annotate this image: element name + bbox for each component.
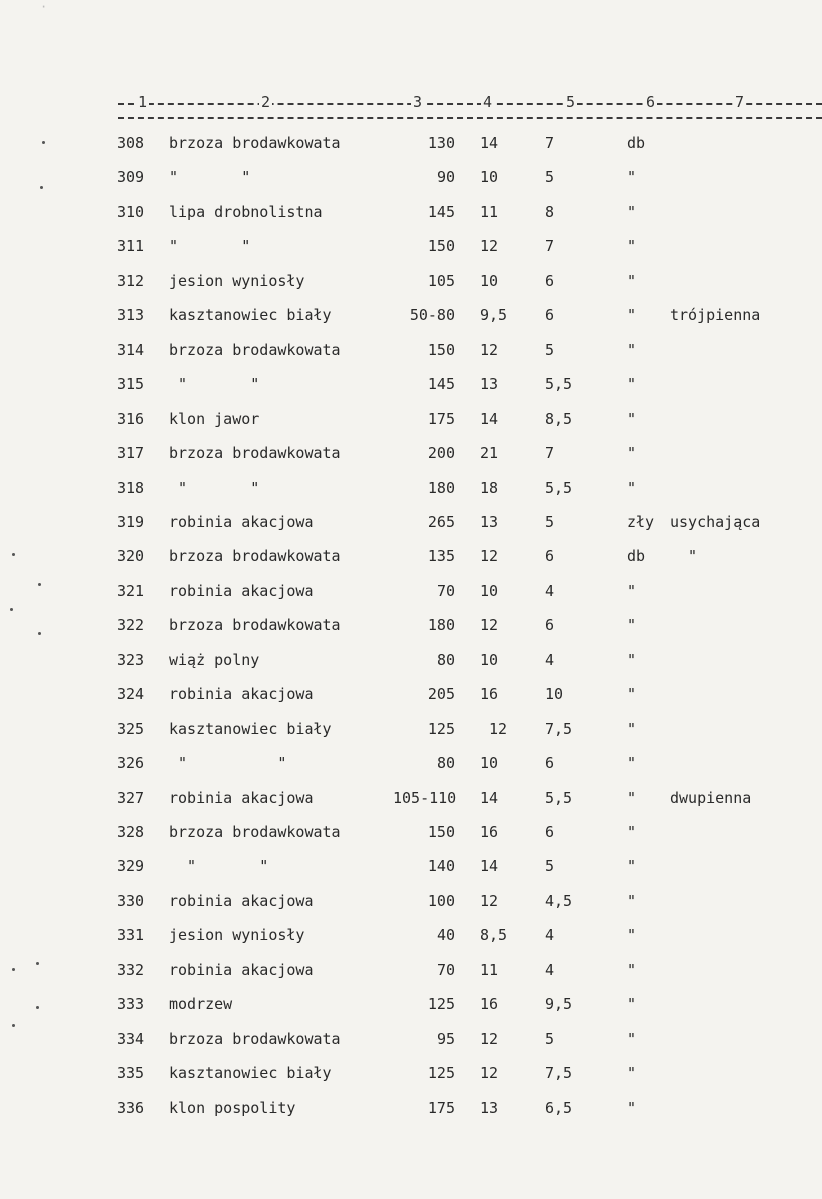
remarks-cell: usychająca (670, 512, 761, 531)
condition-cell: " (627, 478, 637, 497)
height-cell: 16 (480, 823, 499, 841)
header-rule-bottom (118, 117, 822, 119)
table-row (0, 160, 822, 194)
row-number-cell: 320 (117, 547, 145, 566)
circumference-cell: 145 (427, 202, 455, 221)
circumference-cell: 125 (427, 995, 455, 1014)
margin-dot (12, 553, 15, 556)
crown-diameter-cell: 7,5 (545, 1064, 573, 1083)
circumference-cell: 90 (436, 168, 455, 187)
circumference-cell: 200 (427, 444, 455, 463)
crown-diameter-cell: 6 (545, 616, 555, 635)
species-name-cell: klon pospolity (169, 1098, 296, 1117)
circumference-cell: 150 (427, 823, 455, 841)
column-header-5: 5 (566, 93, 576, 111)
circumference-cell: 70 (436, 581, 455, 600)
table-row (0, 402, 822, 436)
crown-diameter-cell: 5 (545, 512, 555, 531)
condition-cell: " (627, 1098, 637, 1117)
species-name-cell: brzoza brodawkowata (169, 134, 341, 152)
crown-diameter-cell: 8,5 (545, 409, 573, 428)
table-row (0, 884, 822, 918)
column-header-1: 1 (138, 93, 148, 111)
species-name-cell: " " (169, 857, 269, 876)
margin-dot (40, 186, 43, 189)
height-cell: 11 (480, 202, 499, 221)
condition-cell: " (627, 788, 637, 807)
condition-cell: " (627, 616, 637, 635)
row-number-cell: 327 (117, 788, 145, 807)
circumference-cell: 80 (436, 754, 455, 773)
species-name-cell: brzoza brodawkowata (169, 823, 341, 841)
crown-diameter-cell: 6 (545, 547, 555, 566)
table-row (0, 298, 822, 332)
condition-cell: " (627, 650, 637, 669)
height-cell: 10 (480, 754, 499, 773)
scan-mark: · (40, 0, 48, 14)
height-cell: 12 (480, 1029, 499, 1048)
height-cell: 14 (480, 857, 499, 876)
table-row (0, 574, 822, 608)
column-header-3: 3 (413, 93, 423, 111)
row-number-cell: 315 (117, 375, 145, 394)
column-header-6: 6 (646, 93, 656, 111)
condition-cell: " (627, 168, 637, 187)
table-row (0, 505, 822, 539)
margin-dot (38, 632, 41, 635)
height-cell: 12 (480, 340, 499, 359)
height-cell: 14 (480, 134, 499, 152)
table-row (0, 1022, 822, 1056)
row-number-cell: 319 (117, 512, 145, 531)
species-name-cell: jesion wyniosły (169, 271, 305, 290)
condition-cell: " (627, 823, 637, 841)
height-cell: 12 (480, 237, 499, 256)
row-number-cell: 325 (117, 719, 145, 738)
circumference-cell: 135 (427, 547, 455, 566)
condition-cell: " (627, 685, 637, 704)
condition-cell: " (627, 857, 637, 876)
table-row (0, 677, 822, 711)
crown-diameter-cell: 5 (545, 857, 555, 876)
remarks-cell: " (670, 547, 698, 566)
row-number-cell: 323 (117, 650, 145, 669)
condition-cell: " (627, 340, 637, 359)
table-row (0, 712, 822, 746)
circumference-cell: 175 (427, 409, 455, 428)
crown-diameter-cell: 7 (545, 237, 555, 256)
table-row (0, 781, 822, 815)
circumference-cell: 180 (427, 478, 455, 497)
height-cell: 10 (480, 168, 499, 187)
condition-cell: db (627, 134, 646, 152)
crown-diameter-cell: 5 (545, 1029, 555, 1048)
condition-cell: " (627, 409, 637, 428)
margin-dot (36, 962, 39, 965)
height-cell: 14 (480, 788, 499, 807)
table-row (0, 1091, 822, 1125)
row-number-cell: 313 (117, 306, 145, 325)
species-name-cell: " " (169, 375, 260, 394)
table-row (0, 539, 822, 573)
header-rule-top (118, 103, 822, 105)
row-number-cell: 314 (117, 340, 145, 359)
table-row (0, 264, 822, 298)
margin-dot (36, 1006, 39, 1009)
height-cell: 13 (480, 375, 499, 394)
circumference-cell: 105-110 (393, 788, 457, 807)
table-row (0, 815, 822, 849)
crown-diameter-cell: 6 (545, 271, 555, 290)
table-row (0, 643, 822, 677)
crown-diameter-cell: 4 (545, 960, 555, 979)
species-name-cell: " " (169, 168, 251, 187)
row-number-cell: 308 (117, 134, 145, 152)
circumference-cell: 150 (427, 237, 455, 256)
height-cell: 12 (480, 616, 499, 635)
condition-cell: " (627, 719, 637, 738)
circumference-cell: 105 (427, 271, 455, 290)
row-number-cell: 321 (117, 581, 145, 600)
row-number-cell: 322 (117, 616, 145, 635)
row-number-cell: 334 (117, 1029, 145, 1048)
table-row (0, 953, 822, 987)
height-cell: 21 (480, 444, 499, 463)
circumference-cell: 50-80 (409, 306, 455, 325)
height-cell: 8,5 (480, 926, 508, 945)
species-name-cell: kasztanowiec biały (169, 306, 332, 325)
species-name-cell: brzoza brodawkowata (169, 1029, 341, 1048)
row-number-cell: 310 (117, 202, 145, 221)
species-name-cell: jesion wyniosły (169, 926, 305, 945)
circumference-cell: 150 (427, 340, 455, 359)
row-number-cell: 312 (117, 271, 145, 290)
column-header-4: 4 (483, 93, 493, 111)
circumference-cell: 80 (436, 650, 455, 669)
table-row (0, 471, 822, 505)
row-number-cell: 331 (117, 926, 145, 945)
species-name-cell: robinia akacjowa (169, 960, 314, 979)
condition-cell: " (627, 926, 637, 945)
crown-diameter-cell: 9,5 (545, 995, 573, 1014)
height-cell: 10 (480, 271, 499, 290)
crown-diameter-cell: 5,5 (545, 375, 573, 394)
species-name-cell: robinia akacjowa (169, 788, 314, 807)
condition-cell: " (627, 581, 637, 600)
species-name-cell: " " (169, 237, 251, 256)
species-name-cell: robinia akacjowa (169, 581, 314, 600)
crown-diameter-cell: 4 (545, 650, 555, 669)
table-row (0, 1056, 822, 1090)
margin-dot (42, 141, 45, 144)
species-name-cell: robinia akacjowa (169, 685, 314, 704)
row-number-cell: 318 (117, 478, 145, 497)
crown-diameter-cell: 5 (545, 340, 555, 359)
crown-diameter-cell: 6 (545, 754, 555, 773)
row-number-cell: 311 (117, 237, 145, 256)
crown-diameter-cell: 10 (545, 685, 564, 704)
condition-cell: " (627, 995, 637, 1014)
crown-diameter-cell: 7 (545, 444, 555, 463)
crown-diameter-cell: 7,5 (545, 719, 573, 738)
table-row (0, 436, 822, 470)
height-cell: 9,5 (480, 306, 508, 325)
species-name-cell: robinia akacjowa (169, 891, 314, 910)
condition-cell: " (627, 891, 637, 910)
crown-diameter-cell: 8 (545, 202, 555, 221)
height-cell: 14 (480, 409, 499, 428)
condition-cell: " (627, 306, 637, 325)
species-name-cell: kasztanowiec biały (169, 1064, 332, 1083)
species-name-cell: modrzew (169, 995, 233, 1014)
table-row (0, 987, 822, 1021)
circumference-cell: 100 (427, 891, 455, 910)
row-number-cell: 336 (117, 1098, 145, 1117)
row-number-cell: 335 (117, 1064, 145, 1083)
table-row (0, 333, 822, 367)
crown-diameter-cell: 4 (545, 926, 555, 945)
circumference-cell: 70 (436, 960, 455, 979)
row-number-cell: 317 (117, 444, 145, 463)
height-cell: 16 (480, 685, 499, 704)
height-cell: 16 (480, 995, 499, 1014)
height-cell: 13 (480, 1098, 499, 1117)
row-number-cell: 330 (117, 891, 145, 910)
table-row (0, 918, 822, 952)
remarks-cell: trójpienna (670, 306, 761, 325)
table-row (0, 608, 822, 642)
height-cell: 13 (480, 512, 499, 531)
crown-diameter-cell: 4 (545, 581, 555, 600)
circumference-cell: 130 (427, 134, 455, 152)
species-name-cell: brzoza brodawkowata (169, 340, 341, 359)
condition-cell: " (627, 960, 637, 979)
species-name-cell: " " (169, 754, 287, 773)
condition-cell: " (627, 444, 637, 463)
crown-diameter-cell: 4,5 (545, 891, 573, 910)
table-row (0, 746, 822, 780)
condition-cell: " (627, 375, 637, 394)
species-name-cell: wiąż polny (169, 650, 260, 669)
circumference-cell: 125 (427, 719, 455, 738)
margin-dot (12, 1024, 15, 1027)
table-row (0, 126, 822, 160)
species-name-cell: brzoza brodawkowata (169, 616, 341, 635)
circumference-cell: 125 (427, 1064, 455, 1083)
species-name-cell: " " (169, 478, 260, 497)
row-number-cell: 316 (117, 409, 145, 428)
margin-dot (12, 968, 15, 971)
crown-diameter-cell: 5 (545, 168, 555, 187)
height-cell: 12 (480, 547, 499, 566)
row-number-cell: 328 (117, 823, 145, 841)
remarks-cell: dwupienna (670, 788, 752, 807)
height-cell: 10 (480, 650, 499, 669)
circumference-cell: 205 (427, 685, 455, 704)
table-row (0, 195, 822, 229)
crown-diameter-cell: 5,5 (545, 478, 573, 497)
row-number-cell: 333 (117, 995, 145, 1014)
height-cell: 12 (480, 1064, 499, 1083)
species-name-cell: brzoza brodawkowata (169, 444, 341, 463)
crown-diameter-cell: 6 (545, 306, 555, 325)
circumference-cell: 175 (427, 1098, 455, 1117)
table-row (0, 849, 822, 883)
condition-cell: " (627, 202, 637, 221)
height-cell: 18 (480, 478, 499, 497)
species-name-cell: klon jawor (169, 409, 260, 428)
margin-dot (10, 608, 13, 611)
circumference-cell: 40 (436, 926, 455, 945)
row-number-cell: 329 (117, 857, 145, 876)
margin-dot (38, 583, 41, 586)
condition-cell: db (627, 547, 646, 566)
species-name-cell: kasztanowiec biały (169, 719, 332, 738)
column-header-2: 2 (261, 93, 271, 111)
row-number-cell: 324 (117, 685, 145, 704)
table-row (0, 367, 822, 401)
circumference-cell: 180 (427, 616, 455, 635)
condition-cell: " (627, 1064, 637, 1083)
crown-diameter-cell: 6 (545, 823, 555, 841)
table-row (0, 229, 822, 263)
circumference-cell: 265 (427, 512, 455, 531)
column-header-7: 7 (735, 93, 745, 111)
row-number-cell: 309 (117, 168, 145, 187)
condition-cell: " (627, 754, 637, 773)
condition-cell: " (627, 237, 637, 256)
crown-diameter-cell: 5,5 (545, 788, 573, 807)
crown-diameter-cell: 6,5 (545, 1098, 573, 1117)
row-number-cell: 326 (117, 754, 145, 773)
height-cell: 11 (480, 960, 499, 979)
height-cell: 10 (480, 581, 499, 600)
height-cell: 12 (480, 891, 499, 910)
circumference-cell: 145 (427, 375, 455, 394)
condition-cell: " (627, 271, 637, 290)
species-name-cell: lipa drobnolistna (169, 202, 323, 221)
species-name-cell: robinia akacjowa (169, 512, 314, 531)
condition-cell: " (627, 1029, 637, 1048)
condition-cell: zły (627, 512, 655, 531)
row-number-cell: 332 (117, 960, 145, 979)
species-name-cell: brzoza brodawkowata (169, 547, 341, 566)
height-cell: 12 (480, 719, 508, 738)
circumference-cell: 95 (436, 1029, 455, 1048)
crown-diameter-cell: 7 (545, 134, 555, 152)
circumference-cell: 140 (427, 857, 455, 876)
